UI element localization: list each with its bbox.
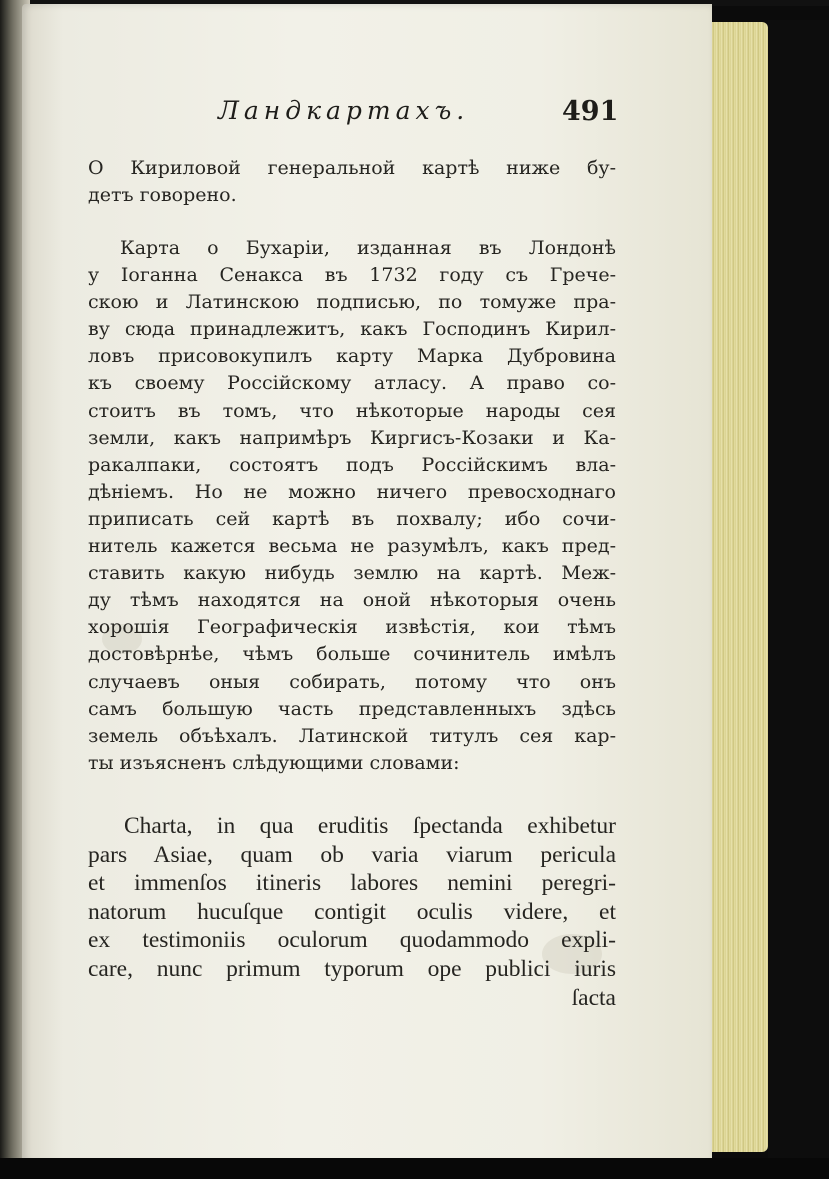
text-line: et immenſos itineris labores nemini peregri- (88, 870, 616, 897)
latin-quotation (88, 812, 616, 1012)
page-header (0, 96, 829, 136)
scan-border-right (768, 20, 829, 1158)
text-line: ставить какую нибудь землю на картѣ. Меж- (88, 562, 616, 585)
catchword: ſacta (571, 984, 616, 1011)
text-line: дѣніемъ. Но не можно ничего превосходнаго (88, 480, 616, 503)
page-number: 491 (562, 96, 619, 127)
paragraph-1 (88, 155, 616, 209)
text-line: Charta, in qua eruditis ſpectanda exhibetur (124, 813, 616, 839)
running-head: Ландкартахъ. (218, 96, 470, 125)
text-line: ву сюда принадлежитъ, какъ Господинъ Кирил- (88, 318, 616, 341)
paragraph-2 (88, 235, 616, 777)
text-line: нитель кажется весьма не разумѣлъ, какъ пред- (88, 535, 616, 558)
text-line: О Кириловой генеральной картѣ ниже бу- (88, 157, 616, 179)
text-line: у Іоганна Сенакса въ 1732 году съ Грече- (88, 264, 616, 287)
text-line: pars Asiae, quam ob varia viarum pericula (88, 841, 616, 868)
text-line: достовѣрнѣе, чѣмъ больше сочинитель имѣлъ (88, 643, 616, 666)
text-line: ду тѣмъ находятся на оной нѣкоторыя очень (88, 589, 616, 612)
text-line: къ своему Россійскому атласу. А право со- (88, 372, 616, 395)
text-line: земель объѣхалъ. Латинской титулъ сея кар- (88, 724, 616, 747)
text-line: случаевъ оныя собирать, потому что онъ (88, 670, 616, 693)
text-line: ты изъясненъ слѣдующими словами: (88, 751, 460, 774)
text-line: самъ большую часть представленныхъ здѣсь (88, 697, 616, 720)
text-line: стоитъ въ томъ, что нѣкоторые народы сея (88, 399, 616, 422)
text-line: хорошія Географическія извѣстія, кои тѣмъ (88, 616, 616, 639)
text-line: ракалпаки, состоятъ подъ Россійскимъ вла- (88, 453, 616, 476)
text-line: natorum hucuſque contigit oculis videre, et (88, 898, 616, 925)
text-line: care, nunc primum typorum ope publici iuris (88, 955, 616, 982)
text-line: Карта о Бухаріи, изданная въ Лондонѣ (120, 237, 616, 259)
text-line: скою и Латинскою подписью, по томуже пра- (88, 291, 616, 314)
text-line: приписать сей картѣ въ похвалу; ибо сочи- (88, 507, 616, 530)
text-line: земли, какъ напримѣръ Киргисъ-Козаки и Ка- (88, 426, 616, 449)
text-line: ex testimoniis oculorum quodammodo expli- (88, 927, 616, 954)
scan-border-bottom (0, 1158, 829, 1179)
text-line: ловъ присовокупилъ карту Марка Дубровина (88, 345, 616, 368)
text-line: детъ говорено. (88, 184, 237, 207)
